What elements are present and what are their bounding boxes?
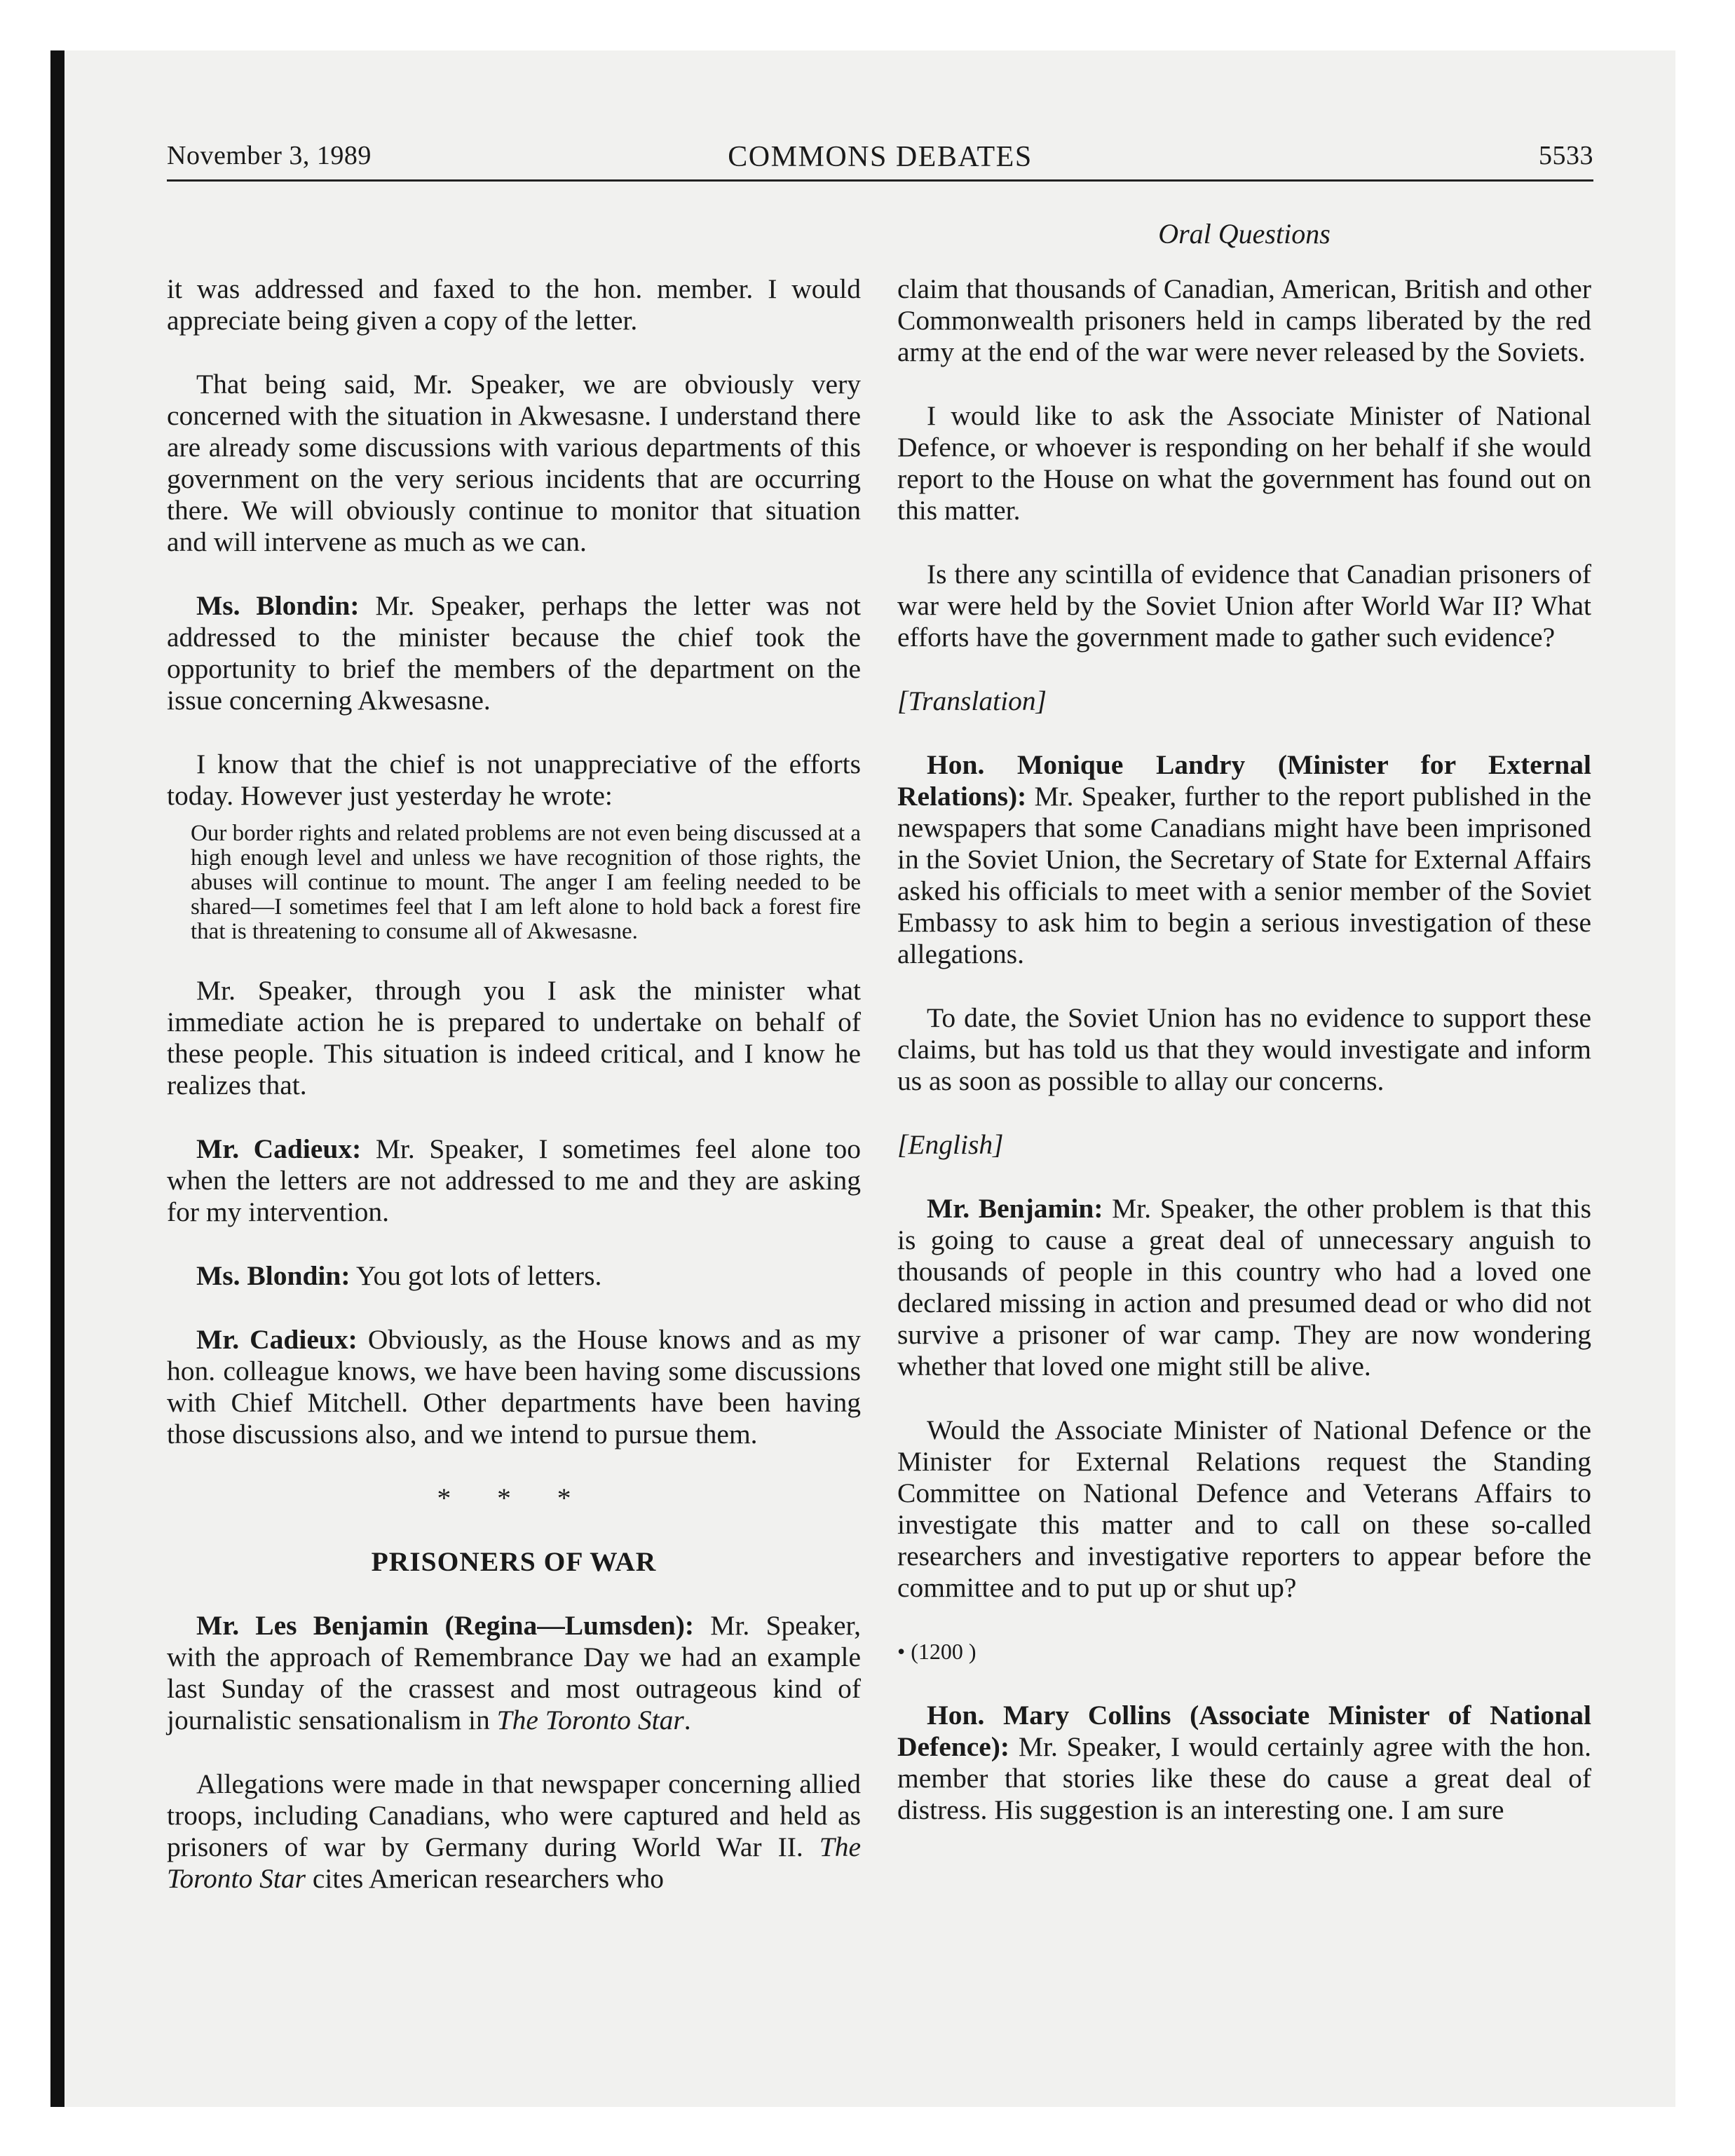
newspaper-title: The Toronto Star	[496, 1705, 684, 1735]
right-column	[897, 273, 1591, 1858]
paragraph: claim that thousands of Canadian, American, British and other Commonwealth prisoners held in camps liberated by the red army at the end of the war were never released by the Soviets.	[897, 273, 1591, 367]
speaker-name: Ms. Blondin:	[196, 1260, 351, 1291]
speaker-name: Mr. Benjamin:	[927, 1193, 1103, 1224]
speaker-name: Mr. Cadieux:	[196, 1324, 358, 1355]
section-label: Oral Questions	[1158, 218, 1331, 250]
speaker-name: Hon. Mary Collins (Associate Minister of National Defence):	[897, 1700, 1591, 1762]
speech-text: .	[683, 1705, 691, 1735]
paragraph	[167, 1324, 861, 1450]
paragraph: I know that the chief is not unappreciative of the efforts today. However just yesterday he wrote:	[167, 749, 861, 811]
section-divider: * * *	[437, 1482, 591, 1513]
paragraph	[167, 1260, 861, 1292]
paragraph: Mr. Speaker, through you I ask the minister what immediate action he is prepared to undertake on behalf of these people. This situation is indeed critical, and I know he realizes that.	[167, 975, 861, 1100]
paragraph	[167, 1610, 861, 1736]
paragraph	[167, 1133, 861, 1228]
paragraph: That being said, Mr. Speaker, we are obviously very concerned with the situation in Akwesasne. I understand there are already some discussions with various departments of this government on the very serious incidents that are occurring there. We will obviously continue to monitor that situation and will intervene as much as we can.	[167, 369, 861, 557]
newspaper-title: The Toronto Star	[167, 1831, 861, 1894]
paragraph	[167, 1768, 861, 1895]
speech-text: Mr. Speaker, I sometimes feel alone too when the letters are not addressed to me and they are asking for my intervention.	[167, 1133, 861, 1227]
paragraph: Would the Associate Minister of National Defence or the Minister for External Relations request the Standing Committee on National Defence and Veterans Affairs to investigate this matter and to call on these so-called researchers and investigative reporters to appear before the committee and to put up or shut up?	[897, 1414, 1591, 1603]
speech-text: Mr. Speaker, the other problem is that this is going to cause a great deal of unnecessary anguish to thousands of people in this country who had a loved one declared missing in action and presumed dead or who did not survive a prisoner of war camp. They are now wondering whether that loved one might still be alive.	[897, 1193, 1591, 1381]
speech-text: Obviously, as the House knows and as my hon. colleague knows, we have been having some discussions with Chief Mitchell. Other departments have been having those discussions also, and we intend to pursue them.	[167, 1324, 862, 1449]
binding-edge	[50, 50, 64, 2107]
header-rule	[167, 179, 1593, 182]
paragraph	[897, 749, 1591, 970]
paragraph: Is there any scintilla of evidence that Canadian prisoners of war were held by the Soviet Union after World War II? What efforts have the government made to gather such evidence?	[897, 559, 1591, 653]
header-title: COMMONS DEBATES	[728, 141, 1033, 173]
paragraph	[167, 590, 861, 716]
running-header	[167, 140, 1593, 182]
header-date: November 3, 1989	[167, 141, 372, 170]
language-tag: [Translation]	[897, 685, 1047, 716]
speech-text: Mr. Speaker, with the approach of Remembrance Day we had an example last Sunday of the crassest and most outrageous kind of journalistic sensationalism in	[167, 1610, 861, 1735]
paragraph: it was addressed and faxed to the hon. member. I would appreciate being given a copy of the letter.	[167, 273, 861, 336]
speech-text: cites American researchers who	[305, 1863, 665, 1894]
speech-text: Allegations were made in that newspaper concerning allied troops, including Canadians, who were captured and held as prisoners of war by Germany during World War II.	[167, 1768, 861, 1862]
speech-text: Mr. Speaker, further to the report published in the newspapers that some Canadians might have been imprisoned in the Soviet Union, the Secretary of State for External Affairs asked his officials to meet with a senior member of the Soviet Embassy to ask him to begin a serious investigation of these allegations.	[897, 781, 1591, 969]
paragraph	[897, 1700, 1591, 1826]
speaker-name: Ms. Blondin:	[196, 590, 360, 621]
block-quote: Our border rights and related problems are not even being discussed at a high enough level and unless we have recognition of those rights, the abuses will continue to mount. The anger I am feeling needed to be shared—I sometimes feel that I am left alone to hold back a forest fire that is threatening to consume all of Akwesasne.	[191, 821, 861, 944]
speaker-name: Mr. Cadieux:	[196, 1133, 362, 1164]
speaker-name: Hon. Monique Landry (Minister for External Relations):	[897, 749, 1591, 812]
paragraph: To date, the Soviet Union has no evidence to support these claims, but has told us that they would investigate and inform us as soon as possible to allay our concerns.	[897, 1002, 1591, 1096]
language-tag: [English]	[897, 1129, 1004, 1160]
speech-text: You got lots of letters.	[350, 1260, 602, 1291]
header-page-number: 5533	[1539, 141, 1593, 170]
speech-text: Mr. Speaker, I would certainly agree with the hon. member that stories like these do cause a great deal of distress. His suggestion is an interesting one. I am sure	[897, 1731, 1591, 1825]
left-column	[167, 273, 861, 1927]
speaker-name: Mr. Les Benjamin (Regina—Lumsden):	[196, 1610, 695, 1641]
paragraph: I would like to ask the Associate Minister of National Defence, or whoever is responding on her behalf if she would report to the House on what the government has found out on this matter.	[897, 400, 1591, 526]
section-heading: PRISONERS OF WAR	[371, 1546, 657, 1577]
speech-text: Mr. Speaker, perhaps the letter was not addressed to the minister because the chief took the opportunity to brief the members of the department on the issue concerning Akwesasne.	[167, 590, 861, 716]
time-marker: • (1200 )	[897, 1639, 977, 1664]
paragraph	[897, 1193, 1591, 1382]
